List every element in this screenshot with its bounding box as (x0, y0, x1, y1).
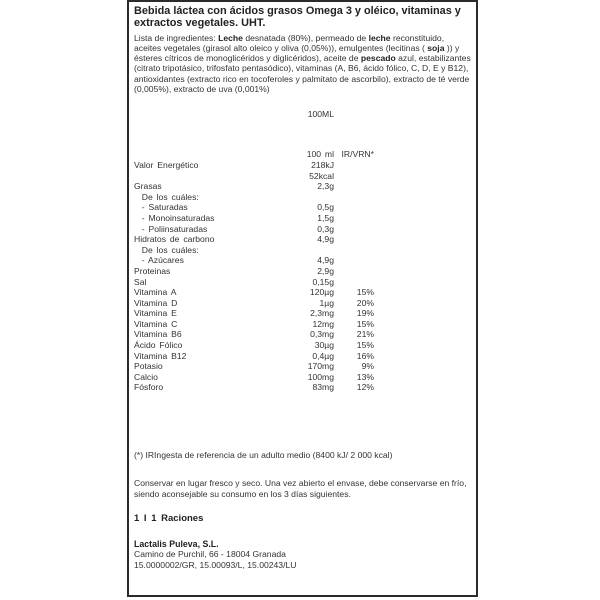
serving-size-label: 100ML (307, 109, 334, 120)
nutrient-amount: 0,3g (317, 223, 334, 234)
manufacturer-name: Lactalis Puleva, S.L. (134, 538, 219, 549)
table-row (134, 202, 374, 213)
nutrient-name: - Azúcares (134, 255, 184, 266)
nutrient-amount: 12mg (312, 318, 334, 329)
nutrient-ri-percent: 16% (356, 350, 374, 361)
table-row (134, 287, 374, 298)
manufacturer-block (134, 539, 469, 570)
nutrient-name: Vitamina B6 (134, 329, 182, 340)
nutrient-ri-percent: 21% (356, 329, 374, 340)
nutrient-name: Vitamina E (134, 308, 177, 319)
nutrient-name: De los cuáles: (134, 191, 199, 202)
nutrition-table (134, 149, 374, 393)
manufacturer-registry: 15.0000002/GR, 15.00093/L, 15.00243/LU (134, 559, 297, 570)
product-title: Bebida láctea con ácidos grasos Omega 3 y oléico, vitaminas y extractos vegetales. UHT. (134, 5, 461, 30)
table-row (134, 382, 374, 393)
nutrient-amount (278, 245, 334, 256)
storage-instructions: Conservar en lugar fresco y seco. Una vez abierto el envase, debe conservarse en frío, siendo aconsejable su consumo en los 3 días siguientes. (134, 478, 467, 499)
nutrient-ri-percent (334, 171, 374, 182)
nutrient-amount: 0,4µg (312, 350, 334, 361)
table-row (134, 234, 374, 245)
nutrient-ri-percent (334, 160, 374, 171)
nutrient-ri-percent: 20% (356, 297, 374, 308)
nutrient-amount: 0,15g (312, 276, 334, 287)
column-header-amount: 100 ml (306, 149, 334, 160)
nutrient-name: - Poliinsaturadas (134, 223, 208, 234)
nutrient-name: Sal (134, 276, 147, 287)
nutrient-ri-percent (334, 245, 374, 256)
nutrient-name: Proteinas (134, 265, 171, 276)
nutrient-amount: 83mg (312, 382, 334, 393)
nutrient-name: Vitamina D (134, 297, 178, 308)
table-row (134, 192, 374, 203)
table-row (134, 245, 374, 256)
nutrient-amount: 4,9g (317, 255, 334, 266)
nutrient-ri-percent (334, 213, 374, 224)
nutrient-name: Calcio (134, 371, 158, 382)
table-row (134, 171, 374, 182)
table-row (134, 160, 374, 171)
nutrient-amount: 100mg (307, 371, 334, 382)
nutrient-name: Potasio (134, 361, 163, 372)
nutrient-amount: 2,3g (317, 181, 334, 192)
nutrient-ri-percent: 19% (356, 308, 374, 319)
nutrient-ri-percent (334, 181, 374, 192)
nutrient-name: Grasas (134, 181, 162, 192)
nutrient-amount: 0,3mg (310, 329, 334, 340)
nutrient-name: - Monoinsaturadas (134, 212, 215, 223)
nutrient-name: Hidratos de carbono (134, 234, 215, 245)
reference-intake-footnote: (*) IRIngesta de referencia de un adulto medio (8400 kJ/ 2 000 kcal) (134, 450, 393, 461)
servings-label: 1 I 1 Raciones (134, 512, 204, 524)
nutrient-ri-percent (334, 255, 374, 266)
table-row (134, 255, 374, 266)
nutrient-ri-percent (334, 266, 374, 277)
nutrient-amount: 2,3mg (310, 308, 334, 319)
nutrient-name: Vitamina B12 (134, 350, 187, 361)
table-row (134, 372, 374, 383)
nutrient-ri-percent (334, 192, 374, 203)
nutrient-name: Ácido Fólico (134, 340, 183, 351)
nutrient-amount: 52kcal (309, 170, 334, 181)
nutrient-amount: 170mg (307, 361, 334, 372)
table-row (134, 319, 374, 330)
nutrient-amount: 2,9g (317, 265, 334, 276)
nutrition-rows (134, 160, 374, 393)
nutrient-ri-percent: 9% (361, 361, 374, 372)
table-row (134, 308, 374, 319)
nutrient-name: - Saturadas (134, 202, 188, 213)
table-row (134, 298, 374, 309)
manufacturer-address: Camino de Purchil, 66 - 18004 Granada (134, 549, 286, 560)
nutrient-amount (278, 192, 334, 203)
nutrient-ri-percent: 13% (356, 371, 374, 382)
nutrient-amount: 4,9g (317, 234, 334, 245)
nutrient-name (134, 171, 278, 182)
nutrient-amount: 1µg (319, 297, 334, 308)
column-header-ri: IR/VRN* (341, 149, 374, 160)
nutrient-name: Vitamina A (134, 287, 177, 298)
nutrient-amount: 1,5g (317, 212, 334, 223)
nutrient-ri-percent (334, 202, 374, 213)
table-row (134, 266, 374, 277)
nutrient-ri-percent: 15% (356, 340, 374, 351)
table-row (134, 181, 374, 192)
table-row (134, 361, 374, 372)
header-spacer (134, 149, 278, 160)
nutrient-name: Vitamina C (134, 318, 178, 329)
table-row (134, 277, 374, 288)
table-row (134, 224, 374, 235)
table-row (134, 351, 374, 362)
table-row (134, 213, 374, 224)
nutrient-ri-percent: 12% (356, 382, 374, 393)
nutrient-amount: 218kJ (311, 159, 334, 170)
label-box (127, 0, 478, 597)
nutrient-name: De los cuáles: (134, 244, 199, 255)
table-row (134, 340, 374, 351)
nutrient-ri-percent (334, 277, 374, 288)
nutrient-ri-percent: 15% (356, 287, 374, 298)
nutrient-name: Valor Energético (134, 159, 199, 170)
nutrient-ri-percent: 15% (356, 318, 374, 329)
nutrient-ri-percent (334, 234, 374, 245)
nutrient-amount: 0,5g (317, 202, 334, 213)
nutrient-ri-percent (334, 224, 374, 235)
nutrient-amount: 30µg (314, 340, 334, 351)
table-row (134, 329, 374, 340)
nutrient-amount: 120µg (309, 287, 334, 298)
nutrition-table-header (134, 149, 374, 160)
ingredients-text: Lista de ingredientes: Leche desnatada (80%), permeado de leche reconstituido, aceites vegetales (girasol alto oleico y oliva (0,05%)), emulgentes (lecitinas ( soja )) y ésteres cítricos de monoglicéridos y diglicéridos), aceite de pescado azul, estabilizantes (citrato tripotásico, trifosfato pentasódico), vitaminas (A, B6, ácido fólico, C, D, E y B12), antioxidantes (extracto rico en tocoferoles y palmitato de ascorbilo), extracto de té verde (0,005%), extracto de uva (0,001%) (134, 32, 471, 95)
nutrient-name: Fósforo (134, 382, 164, 393)
